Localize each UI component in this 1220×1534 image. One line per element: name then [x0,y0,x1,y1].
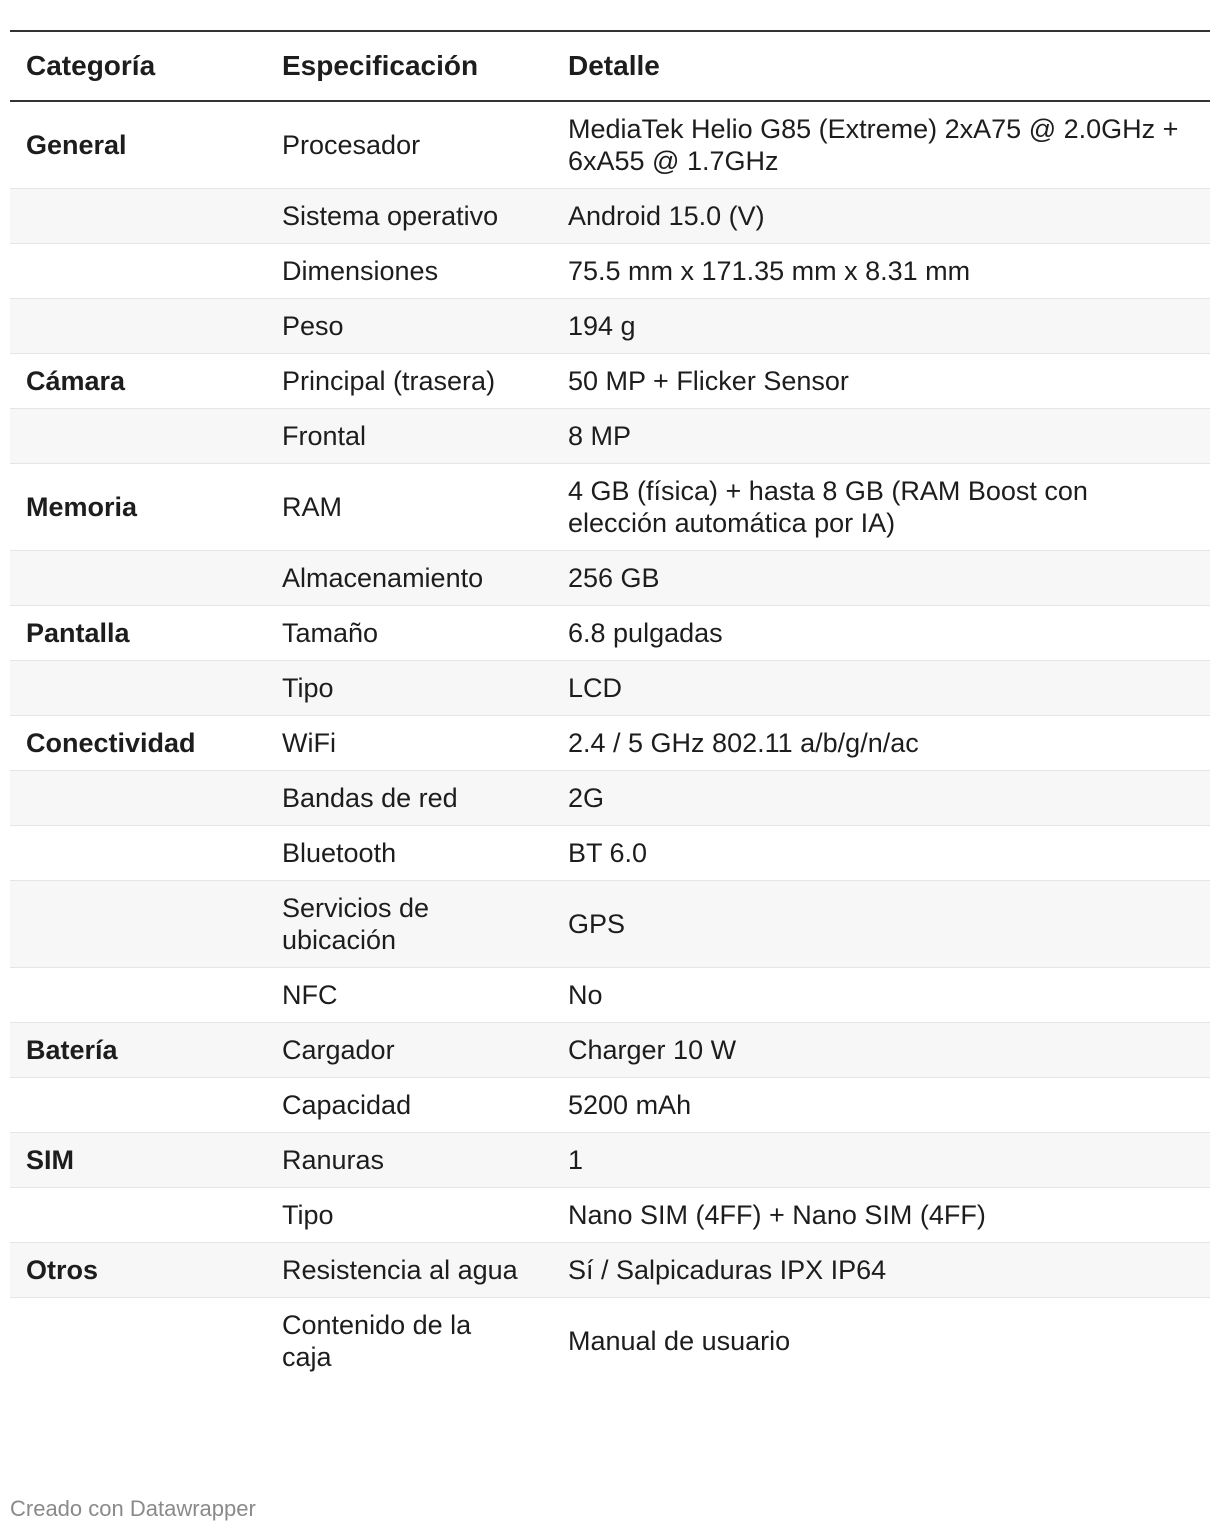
cell-detail: MediaTek Helio G85 (Extreme) 2xA75 @ 2.0GHz + 6xA55 @ 1.7GHz [568,114,1179,176]
table-row [10,1133,1210,1188]
cell-category: SIM [26,1145,75,1175]
table-row [10,661,1210,716]
cell-detail: 2.4 / 5 GHz 802.11 a/b/g/n/ac [568,728,919,758]
cell-category [10,661,266,716]
cell-category [10,1298,266,1385]
cell-category [10,968,266,1023]
cell-spec: Tipo [282,1200,334,1230]
header-row [10,31,1210,101]
cell-category [10,299,266,354]
cell-detail: LCD [568,673,623,703]
table-row [10,1243,1210,1298]
spec-table-container [10,30,1210,1384]
cell-detail: 4 GB (física) + hasta 8 GB (RAM Boost con elección automática por IA) [568,476,1088,538]
cell-detail: 8 MP [568,421,632,451]
cell-spec: Dimensiones [282,256,439,286]
datawrapper-credit[interactable]: Creado con Datawrapper [10,1496,256,1521]
header-spec[interactable]: Especificación [282,50,479,81]
table-row [10,354,1210,409]
cell-detail: Manual de usuario [568,1326,791,1356]
table-row [10,244,1210,299]
cell-spec: Tipo [282,673,334,703]
cell-category: Conectividad [26,728,196,758]
table-row [10,464,1210,551]
cell-detail: GPS [568,909,626,939]
cell-category [10,826,266,881]
cell-detail: 2G [568,783,605,813]
table-body [10,101,1210,1384]
cell-detail: Nano SIM (4FF) + Nano SIM (4FF) [568,1200,986,1230]
cell-spec: Resistencia al agua [282,1255,518,1285]
cell-spec: Cargador [282,1035,395,1065]
table-header [10,31,1210,101]
cell-category [10,1078,266,1133]
cell-spec: Bluetooth [282,838,397,868]
cell-category: Batería [26,1035,118,1065]
cell-spec: RAM [282,492,342,522]
cell-category: Otros [26,1255,99,1285]
table-row [10,1023,1210,1078]
cell-spec: Principal (trasera) [282,366,496,396]
table-row [10,409,1210,464]
table-row [10,771,1210,826]
table-row [10,299,1210,354]
cell-spec: Almacenamiento [282,563,484,593]
cell-category: Pantalla [26,618,130,648]
cell-spec: Frontal [282,421,367,451]
cell-category [10,881,266,968]
cell-category: Cámara [26,366,126,396]
table-row [10,551,1210,606]
cell-detail: 194 g [568,311,636,341]
table-row [10,716,1210,771]
table-row [10,606,1210,661]
cell-spec: Peso [282,311,344,341]
cell-detail: 5200 mAh [568,1090,692,1120]
table-row [10,101,1210,189]
cell-spec: Procesador [282,130,421,160]
cell-detail: 256 GB [568,563,660,593]
spec-table [10,30,1210,1384]
header-detail[interactable]: Detalle [568,50,660,81]
table-row [10,1298,1210,1385]
cell-spec: Ranuras [282,1145,385,1175]
header-category[interactable]: Categoría [26,50,156,81]
cell-spec: Servicios de ubicación [282,893,430,955]
cell-category [10,409,266,464]
cell-detail: 75.5 mm x 171.35 mm x 8.31 mm [568,256,971,286]
cell-category [10,551,266,606]
cell-spec: Contenido de la caja [282,1310,472,1372]
cell-detail: Charger 10 W [568,1035,737,1065]
cell-category: Memoria [26,492,138,522]
table-row [10,1078,1210,1133]
cell-spec: NFC [282,980,338,1010]
cell-detail: Sí / Salpicaduras IPX IP64 [568,1255,887,1285]
cell-spec: WiFi [282,728,336,758]
cell-detail: BT 6.0 [568,838,648,868]
cell-detail: 6.8 pulgadas [568,618,723,648]
cell-category [10,1188,266,1243]
cell-detail: 1 [568,1145,584,1175]
cell-detail: 50 MP + Flicker Sensor [568,366,849,396]
cell-category [10,771,266,826]
cell-spec: Capacidad [282,1090,412,1120]
cell-spec: Sistema operativo [282,201,499,231]
cell-spec: Tamaño [282,618,379,648]
cell-category [10,244,266,299]
table-row [10,881,1210,968]
cell-detail: No [568,980,603,1010]
cell-category: General [26,130,127,160]
table-row [10,968,1210,1023]
table-row [10,1188,1210,1243]
cell-category [10,189,266,244]
cell-spec: Bandas de red [282,783,458,813]
cell-detail: Android 15.0 (V) [568,201,765,231]
table-row [10,826,1210,881]
table-row [10,189,1210,244]
